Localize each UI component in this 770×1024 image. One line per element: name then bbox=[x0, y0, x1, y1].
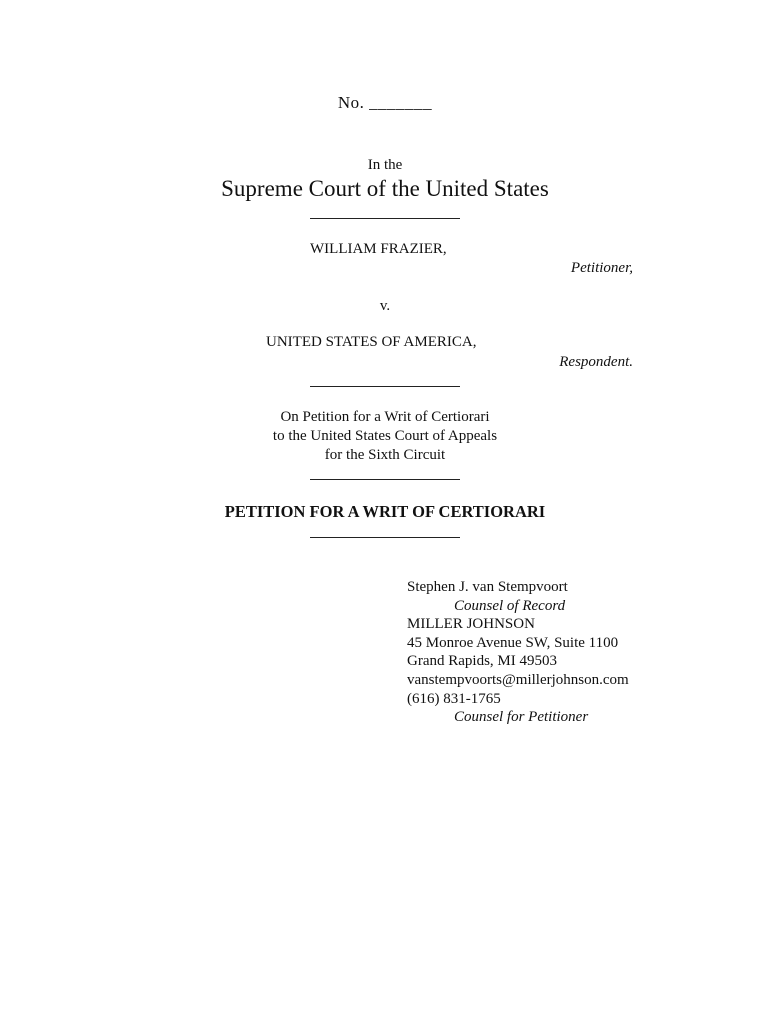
respondent-role: Respondent. bbox=[559, 354, 633, 370]
court-intro: In the bbox=[367, 157, 403, 173]
counsel-of-record-label: Counsel of Record bbox=[454, 597, 566, 614]
court-name: Supreme Court of the United States bbox=[221, 176, 549, 201]
counsel-block bbox=[407, 578, 629, 727]
respondent-name: UNITED STATES OF AMERICA, bbox=[266, 334, 477, 350]
versus: v. bbox=[379, 298, 391, 314]
divider bbox=[310, 537, 460, 538]
divider bbox=[310, 218, 460, 219]
petitioner-role: Petitioner, bbox=[570, 260, 633, 276]
city-state-zip: Grand Rapids, MI 49503 bbox=[407, 653, 557, 670]
petition-line: for the Sixth Circuit bbox=[324, 447, 446, 463]
email-address: vanstempvoorts@millerjohnson.com bbox=[407, 671, 629, 688]
petition-line: to the United States Court of Appeals bbox=[272, 428, 498, 444]
document-title: PETITION FOR A WRIT OF CERTIORARI bbox=[224, 502, 546, 521]
street-address: 45 Monroe Avenue SW, Suite 1100 bbox=[407, 634, 619, 651]
phone-number: (616) 831-1765 bbox=[407, 690, 501, 707]
docket-number: No. _______ bbox=[337, 93, 433, 112]
firm-name: MILLER JOHNSON bbox=[407, 616, 535, 633]
counsel-name: Stephen J. van Stempvoort bbox=[407, 579, 568, 595]
divider bbox=[310, 479, 460, 480]
divider bbox=[310, 386, 460, 387]
petition-line: On Petition for a Writ of Certiorari bbox=[280, 409, 490, 425]
petitioner-name: WILLIAM FRAZIER, bbox=[310, 241, 447, 257]
counsel-for-petitioner-label: Counsel for Petitioner bbox=[454, 709, 589, 726]
